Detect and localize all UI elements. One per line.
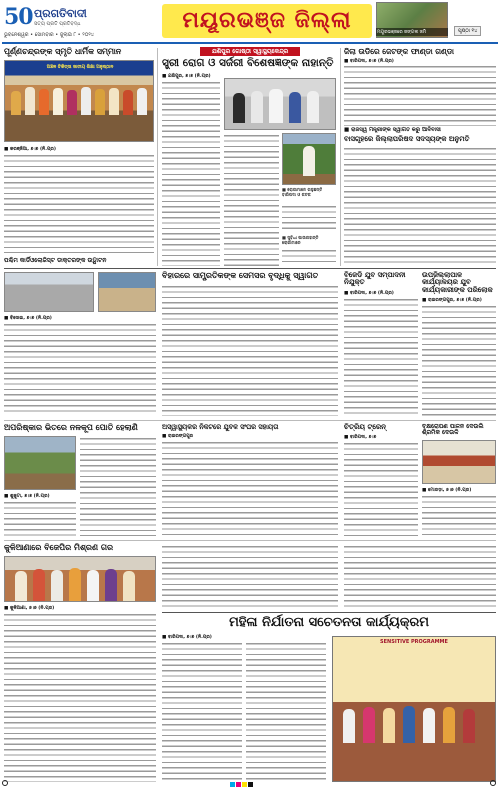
programme-banner-text: SENSITIVE PROGRAMME xyxy=(380,639,448,645)
tree-plantation-body xyxy=(422,494,496,536)
felicitation-photo-banner: ଅଞ୍ଚଳ ଚିକିତ୍ସା ଜାତୀୟ ଶିକ୍ଷା ଅନୁଷ୍ଠାନ xyxy=(46,65,114,70)
education-body xyxy=(4,500,76,536)
forest-land-headline: ଜିଲା ଉଡିରେ ଜେଟଙ୍କ ଫାଣ୍ଡା ଗଣ୍ଡା xyxy=(344,47,454,56)
felicitation-photo xyxy=(4,60,154,142)
logo-anniversary-number: 50 xyxy=(4,4,33,30)
page-number: ପୃଷ୍ଠା ୧୪ xyxy=(454,26,481,36)
bihar-byline-left: ■ ବିସୋଇ, ୭।୭ (ନି.ପ୍ର) xyxy=(4,316,52,321)
bisoi-body-cont xyxy=(162,544,338,608)
section-rule xyxy=(162,612,496,613)
bjd-headline: ବିଜେଡି ଯୁବ ସମ୍ପାଦନୀ ନିଯୁକ୍ତ xyxy=(344,271,406,287)
forest-land-body xyxy=(344,64,496,122)
tribal-headline-1: ■ ରାଜସ୍ୱ ମନ୍ତ୍ରୀଙ୍କ ସ୍ୱାଗତ କରୁ ଆଦିବାସୀ xyxy=(344,127,441,133)
upabhiti-headline: ଉପଜିଲ୍ଲାପାଳ କାର୍ଯ୍ୟାଳୟର ଯୁବ କାର୍ଯ୍ୟକାରୀଙ୍କ ପରିଲୋକ xyxy=(422,271,493,294)
section-title: ମୟୂରଭଞ୍ଜ ଜିଲ୍ଲା xyxy=(182,8,352,33)
women-programme-photo xyxy=(332,636,496,782)
lead-body-col1 xyxy=(162,80,220,266)
bihar-body xyxy=(162,284,338,416)
lead-subhead-1: ■ ରୋଗୀମାନେ ଗଳୁଛନ୍ତି ବାରିପଦା ଓ କଟକ xyxy=(282,187,323,197)
lead-subhead-2: ■ ସୁବିଧା ପାଉନାହାନ୍ତି ରୋଗୀମାନେ xyxy=(282,235,319,245)
cinema-body xyxy=(344,441,418,536)
corner-photo-caption: ମୟୂରଭଞ୍ଜରେ ଜଙ୍ଗଲ ଜମି xyxy=(376,28,448,36)
masthead-rule xyxy=(2,42,498,44)
lead-byline: ■ ଯଶିପୁର, ୭।୭ (ନି.ପ୍ର) xyxy=(162,74,211,79)
tribal-headline-2: ବାସଗୃହରେ ଜିଲ୍ଲାପରିଷଦ ସଦସ୍ୟଙ୍କ ଅନୁମତି xyxy=(344,135,470,143)
bisoi-byline: ■ ରାଇରଙ୍ଗପୁର xyxy=(162,434,194,439)
mission-photo xyxy=(4,556,156,602)
lead-body-col2 xyxy=(224,133,279,266)
registration-mark xyxy=(2,780,8,786)
felicitation-byline: ■ କରଞ୍ଜିଆ, ୭।୭ (ନି.ପ୍ର) xyxy=(4,147,56,152)
dateline: ଭୁବନେଶ୍ୱର • ସୋମବାର • ଜୁଲାଇ ୮ • ୨୦୨୪ xyxy=(4,32,95,38)
felicitation-headline: ପୂର୍ଣ୍ଣଚନ୍ଦ୍ରଙ୍କ ସ୍ମୃତି ଧାର୍ମିକ ସମ୍ମାନ xyxy=(4,47,122,56)
cinema-byline: ■ ବାରିପଦା, ୭।୭ xyxy=(344,435,377,440)
women-byline: ■ ବାରିପଦା, ୭।୭ (ନି.ପ୍ର) xyxy=(162,635,212,640)
lead-photo-garden xyxy=(282,133,336,185)
tree-plantation-photo xyxy=(422,440,496,484)
women-body-col2 xyxy=(246,641,326,782)
bisoi-headline: ଅସ୍ୱାସ୍ଥ୍ୟକର ନିକଟରେ ଯୁବକ ସଂଘର ସହାୟତା xyxy=(162,423,279,431)
education-photo xyxy=(4,436,76,490)
education-byline: ■ ଶୁକୁଟା, ୭।୭ (ନି.ପ୍ର) xyxy=(4,494,50,499)
logo-name: ପ୍ରଗତିବାଦୀ xyxy=(34,7,87,20)
mission-byline: ■ କୁଳିଆଣା, ୭।୭ (ନି.ପ୍ର) xyxy=(4,606,55,611)
tribal-body xyxy=(344,146,496,266)
cinema-headline: ଚିତ୍ରିୟ ଟ୍ରେନ୍ xyxy=(344,423,386,431)
education-headline: ଅପରିଷ୍କାର ଭିତରେ ନଳକୂପ ପୋତି ହେଲାଣି xyxy=(4,423,138,432)
forest-land-byline: ■ ବାରିପଦା, ୭।୭ (ନି.ପ୍ର) xyxy=(344,59,394,64)
cmyk-magenta-swatch xyxy=(236,782,241,787)
bihar-headline: ବିହାରରେ ସାମ୍ପ୍ରତିକଙ୍କ ସେମସର ବୃଦ୍ଧିକୁ ସ୍ୱାଗତ xyxy=(162,271,319,280)
market-photo-2 xyxy=(98,272,156,312)
education-body-col2 xyxy=(80,436,156,536)
women-headline: ମହିଳା ନିର୍ଯାତନା ସଚେତନତା କାର୍ଯ୍ୟକ୍ରମ xyxy=(229,615,429,630)
mission-headline: କୁଳିଆଣାରେ ବିଜେପିର ମିଶ୍ରଣ ଗର xyxy=(4,543,114,552)
upabhiti-byline: ■ ରାଇରଙ୍ଗପୁର, ୭।୭ (ନି.ପ୍ର) xyxy=(422,298,482,303)
cardiology-headline: ପଶ୍ଚିମ କାର୍ଡିଓଲୋଜିସ୍ଟ ଡାକ୍ତରଙ୍କ ଉଦ୍ଘାଟନ xyxy=(4,257,107,264)
tree-plantation-headline: ବୃକ୍ଷରୋପଣ ପାଳନ ଦେଉଲି ଶ୍ରମିକ ଦେଉଳି xyxy=(422,423,484,437)
upabhiti-body xyxy=(422,304,496,416)
mission-body xyxy=(4,612,156,782)
section-banner xyxy=(162,4,372,38)
fold-rule xyxy=(4,268,496,269)
left-middle-body xyxy=(4,322,156,416)
bjd-body xyxy=(344,297,418,416)
lead-body-col4 xyxy=(282,248,336,266)
felicitation-body xyxy=(4,153,154,253)
market-photo xyxy=(4,272,94,312)
bjd-byline: ■ ବାରିପଦା, ୭।୭ (ନି.ପ୍ର) xyxy=(344,291,394,296)
section-rule xyxy=(4,540,496,541)
tree-plantation-body-cont xyxy=(344,544,496,608)
column-rule xyxy=(340,48,341,266)
registration-mark xyxy=(490,780,496,786)
cmyk-black-swatch xyxy=(248,782,253,787)
bisoi-body xyxy=(162,440,338,536)
cmyk-yellow-swatch xyxy=(242,782,247,787)
tree-plantation-byline: ■ ମୋରଡ଼ା, ୭।୭ (ନି.ପ୍ର) xyxy=(422,488,472,493)
lead-headline: ସ୍ତ୍ରୀ ରୋଗ ଓ ସର୍ଜରୀ ବିଶେଷଜ୍ଞଙ୍କ ନାହାନ୍ତି xyxy=(162,57,334,69)
lead-photo-hospital xyxy=(224,78,336,130)
lead-kicker: ଯଶିପୁର ଗୋଷ୍ଠୀ ସ୍ୱାସ୍ଥ୍ୟକେନ୍ଦ୍ର xyxy=(200,47,300,56)
lead-body-col3 xyxy=(282,204,336,232)
column-rule xyxy=(157,48,158,266)
masthead xyxy=(2,2,498,42)
cmyk-cyan-swatch xyxy=(230,782,235,787)
logo-tagline: ସତ୍ୟ ପ୍ରତି ପ୍ରତିବଦ୍ଧ xyxy=(34,21,81,27)
section-rule xyxy=(4,420,496,421)
section-rule xyxy=(344,125,496,126)
women-body-col1 xyxy=(162,641,242,782)
